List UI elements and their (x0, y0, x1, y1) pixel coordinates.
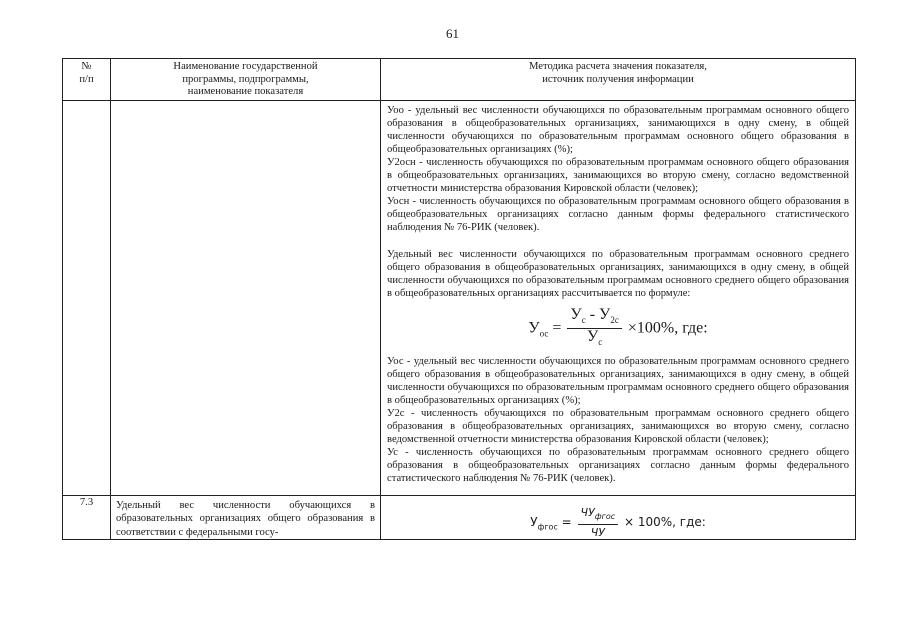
formula-num-b: У (599, 305, 611, 323)
formula2-lhs: У (530, 514, 538, 529)
formula2-den: ЧУ (590, 526, 605, 540)
table-header-row (63, 59, 856, 101)
formula-tail: ×100%, где: (627, 318, 708, 336)
formula-num-b-sub: 2с (610, 314, 619, 325)
page-number: 61 (446, 26, 459, 41)
formula2-fraction (578, 506, 619, 539)
header-name (111, 59, 381, 101)
formula2-num: ЧУ (580, 505, 595, 519)
formula-lhs: У (528, 318, 540, 336)
table-row (63, 100, 856, 495)
header-method-text: Методика расчета значения показателя, источник получения информации (529, 61, 707, 85)
row1-number-cell (63, 100, 111, 495)
row2-method-cell (381, 495, 856, 540)
formula2-num-sub: фгос (594, 512, 616, 522)
formula-den: У (586, 327, 599, 345)
header-number-text: № п/п (79, 61, 94, 85)
formula-den-sub: с (598, 336, 603, 347)
method-paragraph: Ус - численность обучающихся по образовательным программам основного среднего общего образования в общеобразовательных организациях согласно данным формы федерального статистического наблюдения № 76-РИК (человек). (387, 446, 849, 484)
formula2-lhs-sub: фгос (537, 522, 558, 532)
row2-name: Удельный вес численности обучающихся в образовательных организациях общего образования в соответствии с федеральными госу- (116, 499, 375, 538)
table-row (63, 495, 856, 540)
row2-number-cell (63, 495, 111, 540)
method-paragraph: Удельный вес численности обучающихся по образовательным программам основного среднего общего образования в общеобразовательных организациях, занимающихся в одну смену, в общей численности обучающихся по образовательным программам основного среднего общего образования в общеобразовательных организациях рассчитывается по формуле: (387, 248, 849, 299)
row1-name-cell (111, 100, 381, 495)
formula-num-a: У (570, 305, 582, 323)
method-paragraph: Уос - удельный вес численности обучающихся по образовательным программам основного среднего общего образования в общеобразовательных организациях, занимающихся в одну смену, в общей численности обучающихся по образовательным программам основного среднего общего образования в общеобразовательных организациях (%); (387, 355, 849, 406)
header-number (63, 59, 111, 101)
formula-yfgos: $У_{фгос}$ = $\frac{ЧУ_{фгос}}{ЧУ}$ × 100%, где: (530, 505, 706, 540)
row2-number: 7.3 (79, 496, 94, 508)
formula-num-a-sub: с (581, 314, 586, 325)
method-paragraph: У2осн - численность обучающихся по образовательным программам основного общего образования в общеобразовательных организациях, занимающихся во вторую смену, согласно ведомственной отчетности министерства образования Кировской области (человек); (387, 156, 849, 194)
indicators-table (62, 58, 856, 540)
method-paragraph: Уоо - удельный вес численности обучающихся по образовательным программам основного общего образования в общеобразовательных организациях, занимающихся в одну смену, в общей численности обучающихся по образовательным программам основного общего образования в общеобразовательных организациях (%); (387, 104, 849, 155)
formula2-tail: × 100%, где: (623, 514, 706, 529)
method-paragraph: Уосн - численность обучающихся по образовательным программам основного общего образования в общеобразовательных организациях согласно данным формы федерального статистического наблюдения № 76-РИК (человек). (387, 195, 849, 233)
formula-lhs-sub: ос (539, 328, 549, 339)
formula-fraction: $\frac{У_с - У_{2с}}{У_с}$ (567, 308, 621, 349)
header-method (381, 59, 856, 101)
row2-name-cell (111, 495, 381, 540)
header-name-text: Наименование государственной программы, подпрограммы, наименование показателя (173, 61, 318, 97)
formula-yos: $У_{ос}$ = $\frac{У_с - У_{2с}}{У_с}$ ×100%, где: (528, 305, 708, 347)
method-paragraph: У2с - численность обучающихся по образовательным программам основного среднего общего образования в общеобразовательных организациях, занимающихся во вторую смену, согласно ведомственной отчетности министерства образования Кировской области (человек); (387, 407, 849, 445)
row1-method-cell (381, 100, 856, 495)
